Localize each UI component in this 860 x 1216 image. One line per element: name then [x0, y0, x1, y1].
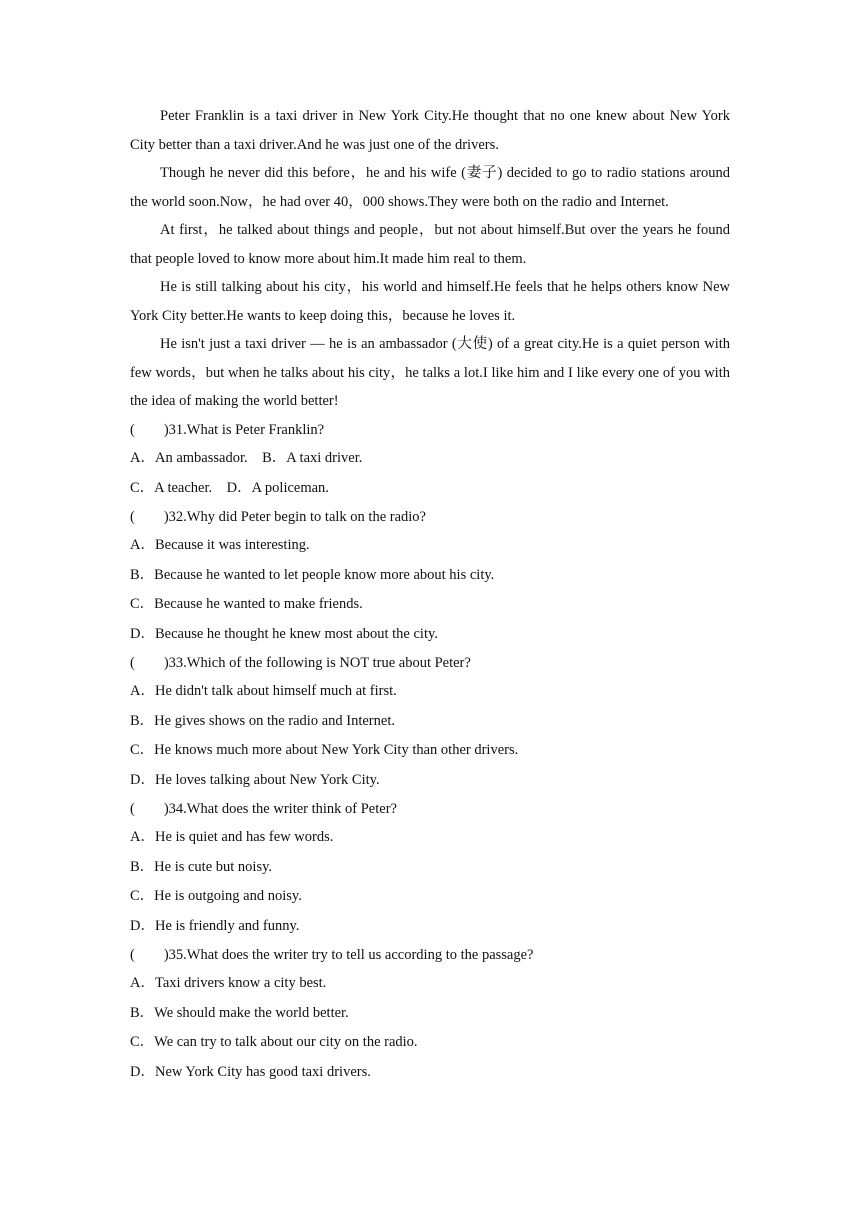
option-b: B．He gives shows on the radio and Internet. — [130, 712, 395, 729]
question-34 — [130, 795, 730, 823]
option-c: C．He knows much more about New York City than other drivers. — [130, 742, 519, 759]
option-c: C．He is outgoing and noisy. — [130, 888, 302, 905]
option-line: C．A teacher. D．A policeman. — [130, 479, 329, 496]
question-33 — [130, 649, 730, 677]
question-text: 35.What does the writer try to tell us according to the passage? — [168, 946, 534, 963]
reading-passage — [130, 102, 730, 416]
question-list — [130, 416, 730, 1087]
option-d: D．He is friendly and funny. — [130, 917, 300, 934]
option-a: A．He didn't talk about himself much at first. — [130, 683, 397, 700]
question-text: 32.Why did Peter begin to talk on the radio? — [168, 508, 426, 525]
option-d: D．New York City has good taxi drivers. — [130, 1063, 371, 1080]
question-text: 33.Which of the following is NOT true about Peter? — [168, 654, 471, 671]
answer-blank[interactable]: ( ) — [130, 946, 169, 963]
option-d: D．He loves talking about New York City. — [130, 771, 380, 788]
option-c: C．Because he wanted to make friends. — [130, 596, 363, 613]
option-a: A．He is quiet and has few words. — [130, 829, 334, 846]
option-b: B．He is cute but noisy. — [130, 858, 273, 875]
passage-paragraph: Though he never did this before，he and his wife (妻子) decided to go to radio stations around the world soon.Now，he had over 40，000 shows.They were both on the radio and Internet. — [130, 165, 730, 210]
document-page — [130, 102, 730, 1087]
option-c: C．We can try to talk about our city on the radio. — [130, 1034, 418, 1051]
passage-paragraph: At first，he talked about things and people，but not about himself.But over the years he found that people loved to know more about him.It made him real to them. — [130, 222, 730, 267]
option-a: A．Because it was interesting. — [130, 537, 310, 554]
passage-paragraph: He isn't just a taxi driver — he is an ambassador (大使) of a great city.He is a quiet person with few words，but when he talks about his city，he talks a lot.I like him and I like every one of you with the idea of making the world better! — [130, 336, 730, 409]
question-31 — [130, 416, 730, 444]
answer-blank[interactable]: ( ) — [130, 800, 169, 817]
question-35 — [130, 941, 730, 969]
option-b: B．Because he wanted to let people know more about his city. — [130, 566, 495, 583]
question-text: 31.What is Peter Franklin? — [168, 421, 325, 438]
passage-paragraph: Peter Franklin is a taxi driver in New York City.He thought that no one knew about New York City better than a taxi driver.And he was just one of the drivers. — [130, 108, 730, 153]
answer-blank[interactable]: ( ) — [130, 508, 169, 525]
option-b: B．We should make the world better. — [130, 1004, 349, 1021]
option-d: D．Because he thought he knew most about the city. — [130, 625, 438, 642]
answer-blank[interactable]: ( ) — [130, 654, 169, 671]
question-32 — [130, 503, 730, 531]
passage-paragraph: He is still talking about his city，his world and himself.He feels that he helps others know New York City better.He wants to keep doing this，because he loves it. — [130, 279, 730, 324]
option-a: A．Taxi drivers know a city best. — [130, 975, 327, 992]
answer-blank[interactable]: ( ) — [130, 421, 169, 438]
question-text: 34.What does the writer think of Peter? — [168, 800, 397, 817]
option-line: A．An ambassador. B．A taxi driver. — [130, 450, 363, 467]
